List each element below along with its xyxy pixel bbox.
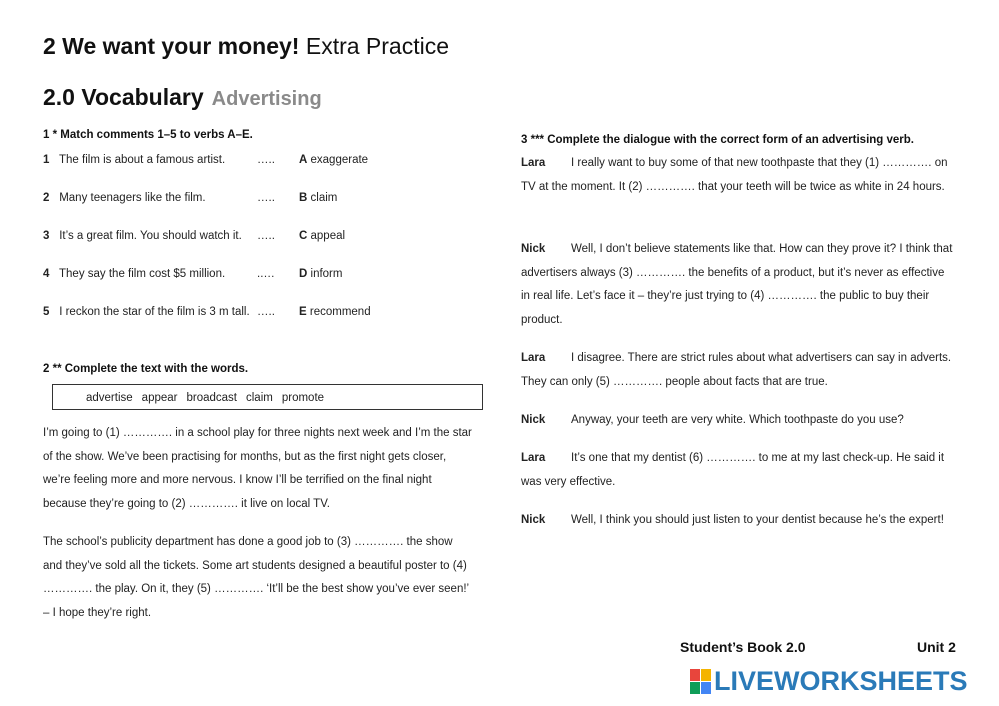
option-letter: C: [299, 230, 308, 242]
speaker-name: Lara: [521, 452, 546, 464]
dialogue-text: I disagree. There are strict rules about what advertisers can say in adverts. They can only (5) …………. people about facts that are true.: [521, 352, 952, 388]
word-appear: appear: [141, 392, 178, 404]
ex2-paragraph-1: I’m going to (1) …………. in a school play for three nights next week and I’m the star of the show. We’ve been practising for months, but as the first night gets closer, we’re feeling more and more nervous. I know I’ll be terrified on the final night because they’re going to (2) …………. it live on local TV.: [43, 427, 472, 510]
footer-book: Student’s Book 2.0: [680, 639, 806, 655]
section-title: [43, 84, 322, 111]
item-number: 2: [43, 192, 50, 204]
title-rest: Extra Practice: [299, 33, 450, 59]
word-box: [52, 384, 483, 410]
item-text: They say the film cost $5 million.: [59, 268, 226, 280]
speaker-name: Nick: [521, 514, 546, 526]
page-title: [43, 33, 449, 60]
option: [299, 268, 342, 280]
item-number: 3: [43, 230, 50, 242]
dialogue-line: [521, 347, 953, 394]
word-claim: claim: [246, 392, 273, 404]
option-letter: D: [299, 268, 308, 280]
option-verb: claim: [310, 192, 338, 204]
speaker-name: Nick: [521, 243, 546, 255]
title-bold: 2 We want your money!: [43, 33, 300, 59]
item-number: 4: [43, 268, 50, 280]
option-verb: recommend: [309, 306, 371, 318]
option: [299, 306, 371, 318]
dialogue-line: [521, 447, 953, 494]
word-broadcast: broadcast: [186, 392, 237, 404]
word-advertise: advertise: [86, 392, 133, 404]
item-text: The film is about a famous artist.: [59, 154, 226, 166]
option-letter: E: [299, 306, 307, 318]
option-verb: inform: [310, 268, 343, 280]
option-letter: B: [299, 192, 308, 204]
ex1-item-1: [43, 154, 483, 166]
logo-text: LIVEWORKSHEETS: [714, 666, 968, 696]
option: [299, 154, 368, 166]
word-promote: promote: [281, 392, 325, 404]
ex2-paragraph-2: The school’s publicity department has done a good job to (3) …………. the show and they’ve sold all the tickets. Some art students designed a beautiful poster to (4) …………. the play. On it, they (5) …………. ‘It’ll be the best show you’ve ever seen!’ – I hope they’re right.: [43, 536, 469, 619]
ex1-item-2: [43, 192, 483, 204]
ex2-heading: 2 ** Complete the text with the words.: [43, 363, 249, 375]
option-verb: exaggerate: [310, 154, 369, 166]
speaker-name: Lara: [521, 157, 546, 169]
dialogue-line: [521, 509, 953, 533]
ex1-heading: 1 * Match comments 1–5 to verbs A–E.: [43, 129, 253, 141]
dialogue-line: [521, 152, 953, 199]
liveworksheets-logo[interactable]: [690, 666, 968, 696]
dialogue-text: Well, I think you should just listen to your dentist because he’s the expert!: [571, 514, 944, 526]
answer-blank[interactable]: ..…: [257, 268, 275, 280]
answer-blank[interactable]: …..: [257, 230, 275, 242]
speaker-name: Nick: [521, 414, 546, 426]
ex1-item-3: [43, 230, 483, 242]
answer-blank[interactable]: …..: [257, 154, 275, 166]
option: [299, 230, 345, 242]
section-main: 2.0 Vocabulary: [43, 84, 204, 110]
option-letter: A: [299, 154, 308, 166]
option-verb: appeal: [310, 230, 346, 242]
item-number: 1: [43, 154, 50, 166]
answer-blank[interactable]: …..: [257, 306, 275, 318]
logo-mark-icon: [690, 669, 712, 695]
section-topic: Advertising: [211, 88, 322, 110]
item-text: It’s a great film. You should watch it.: [59, 230, 242, 242]
speaker-name: Lara: [521, 352, 546, 364]
answer-blank[interactable]: …..: [257, 192, 275, 204]
option: [299, 192, 337, 204]
dialogue-line: [521, 409, 953, 433]
dialogue-text: It’s one that my dentist (6) …………. to me at my last check-up. He said it was very effective.: [521, 452, 945, 488]
item-text: I reckon the star of the film is 3 m tall.: [59, 306, 250, 318]
item-number: 5: [43, 306, 50, 318]
dialogue-text: Well, I don’t believe statements like that. How can they prove it? I think that advertisers always (3) …………. the benefits of a product, but it’s never as effective in real life. Let’s face it – they’re just trying to (4) …………. the public to buy their product.: [521, 243, 953, 326]
ex1-item-4: [43, 268, 483, 280]
footer-unit: Unit 2: [917, 639, 956, 655]
dialogue-text: Anyway, your teeth are very white. Which toothpaste do you use?: [571, 414, 904, 426]
item-text: Many teenagers like the film.: [59, 192, 206, 204]
dialogue-line: [521, 238, 953, 332]
ex1-item-5: [43, 306, 483, 318]
ex3-heading: 3 *** Complete the dialogue with the correct form of an advertising verb.: [521, 134, 914, 146]
dialogue-text: I really want to buy some of that new toothpaste that they (1) …………. on TV at the moment. It (2) …………. that your teeth will be twice as white in 24 hours.: [521, 157, 948, 193]
